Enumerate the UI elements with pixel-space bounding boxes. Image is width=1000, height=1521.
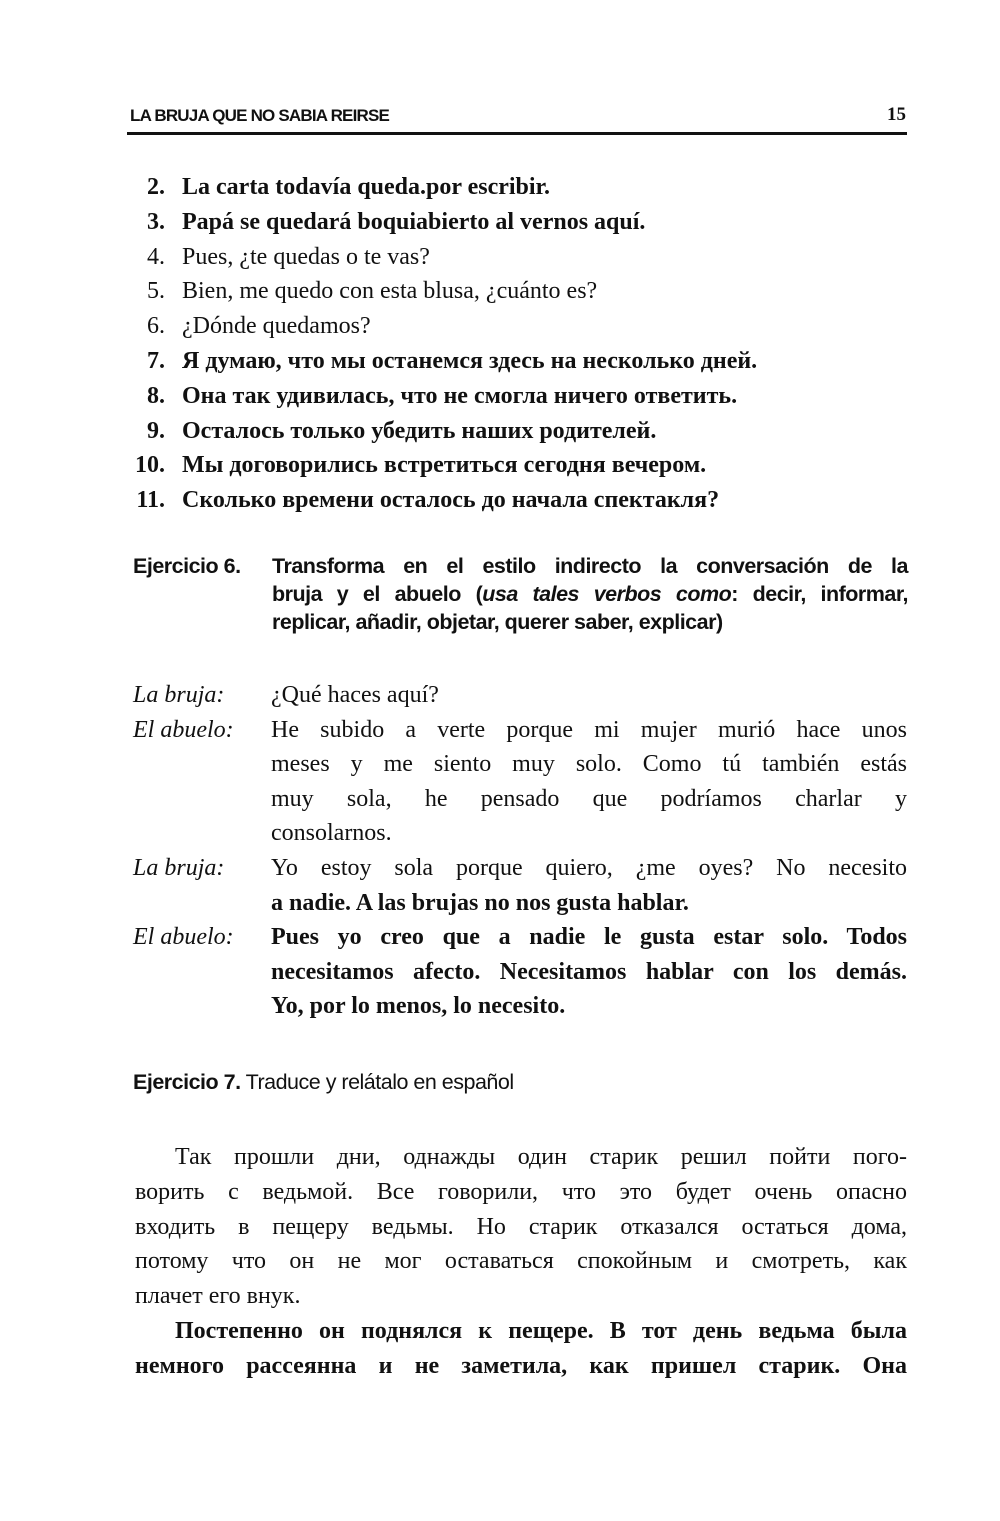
- item-text: La carta todavía queda.por escribir.: [182, 174, 551, 200]
- paragraph-line: немного рассеянна и не заметила, как пришел старик. Она: [135, 1352, 907, 1379]
- exercise-7-label: Ejercicio 7.: [133, 1070, 241, 1094]
- exercise-6-line: [272, 580, 908, 608]
- item-text: Мы договорились встретиться сегодня вечером.: [182, 452, 707, 479]
- item-number: 9.: [147, 417, 165, 444]
- list-item: [120, 448, 880, 483]
- speaker-label: El abuelo:: [133, 924, 234, 951]
- speaker-label: El abuelo:: [133, 716, 234, 743]
- exercise-6-heading: [133, 552, 908, 636]
- paragraph-line: плачет его внук.: [135, 1283, 301, 1310]
- running-title: LA BRUJA QUE NO SABIA REIRSE: [130, 106, 390, 125]
- dialogue-turn: [133, 678, 907, 713]
- paragraph-line: Так прошли дни, однажды один старик решил пойти пого-: [175, 1144, 907, 1170]
- exercise-6-label: Ejercicio 6.: [133, 554, 241, 578]
- sentence-list: [120, 170, 880, 518]
- paragraph-line: Постепенно он поднялся к пещере. В тот день ведьма была: [175, 1317, 907, 1344]
- dialogue-line: He subido a verte porque mi mujer murió hace unos: [271, 716, 907, 743]
- item-text: ¿Dónde quedamos?: [182, 313, 371, 340]
- speaker-label: La bruja:: [133, 682, 225, 708]
- item-text: Papá se quedará boquiabierto al vernos aquí.: [182, 208, 646, 235]
- item-text: Bien, me quedo con esta blusa, ¿cuánto es?: [182, 278, 598, 305]
- exercise-7-heading: [133, 1068, 514, 1096]
- list-item: [120, 414, 880, 449]
- paragraph-line: потому что он не мог оставаться спокойным и смотреть, как: [135, 1248, 907, 1275]
- dialogue-turn: [133, 920, 907, 1024]
- item-number: 7.: [147, 347, 165, 374]
- list-item: [120, 309, 880, 344]
- list-item: [120, 379, 880, 414]
- paragraph-line: ворить с ведьмой. Все говорили, что это будет очень опасно: [135, 1178, 907, 1205]
- item-text: Она так удивилась, что не смогла ничего ответить.: [182, 382, 738, 409]
- paragraph: [135, 1140, 907, 1314]
- dialogue-turn: [133, 713, 907, 851]
- dialogue-line: Yo, por lo menos, lo necesito.: [271, 993, 566, 1020]
- dialogue-line: meses y me siento muy solo. Como tú también estás: [271, 751, 907, 778]
- item-text: Сколько времени осталось до начала спектакля?: [182, 487, 720, 514]
- item-number: 10.: [135, 452, 165, 479]
- dialogue-line: a nadie. A las brujas no nos gusta hablar.: [271, 889, 689, 916]
- text: : decir, informar,: [731, 582, 909, 606]
- list-item: [120, 170, 880, 205]
- speaker-label: La bruja:: [133, 854, 225, 881]
- exercise-6-line: Transforma en el estilo indirecto la conversación de la: [272, 554, 908, 578]
- header-rule: [127, 132, 907, 135]
- item-number: 2.: [147, 174, 165, 200]
- item-number: 4.: [147, 243, 165, 270]
- item-number: 8.: [147, 382, 165, 409]
- exercise-6-line: replicar, añadir, objetar, querer saber, explicar): [272, 610, 723, 634]
- item-text: Pues, ¿te quedas o te vas?: [182, 243, 430, 270]
- item-text: Я думаю, что мы останемся здесь на несколько дней.: [182, 347, 758, 374]
- exercise-7-instruction: Traduce y relátalo en español: [245, 1070, 514, 1094]
- dialogue-line: consolarnos.: [271, 820, 392, 847]
- item-number: 3.: [147, 208, 165, 235]
- paragraph: [135, 1314, 907, 1384]
- list-item: [120, 205, 880, 240]
- list-item: [120, 344, 880, 379]
- item-number: 5.: [147, 278, 165, 305]
- dialogue-line: necesitamos afecto. Necesitamos hablar con los demás.: [271, 958, 907, 985]
- dialogue-line: muy sola, he pensado que podríamos charlar y: [271, 785, 907, 812]
- list-item: [120, 483, 880, 518]
- paragraph-line: входить в пещеру ведьмы. Но старик отказался остаться дома,: [135, 1213, 907, 1240]
- dialogue-line: Yo estoy sola porque quiero, ¿me oyes? No necesito: [271, 854, 907, 881]
- russian-text: [135, 1140, 907, 1384]
- dialogue: [133, 678, 907, 1024]
- list-item: [120, 240, 880, 275]
- dialogue-turn: [133, 851, 907, 920]
- item-text: Осталось только убедить наших родителей.: [182, 417, 657, 444]
- text: bruja y el abuelo (: [272, 582, 483, 606]
- dialogue-line: ¿Qué haces aquí?: [271, 682, 439, 708]
- item-number: 11.: [136, 487, 165, 514]
- page-number: 15: [887, 104, 906, 125]
- item-number: 6.: [147, 313, 165, 340]
- dialogue-line: Pues yo creo que a nadie le gusta estar solo. Todos: [271, 924, 907, 951]
- list-item: [120, 274, 880, 309]
- italic-text: usa tales verbos como: [482, 582, 732, 606]
